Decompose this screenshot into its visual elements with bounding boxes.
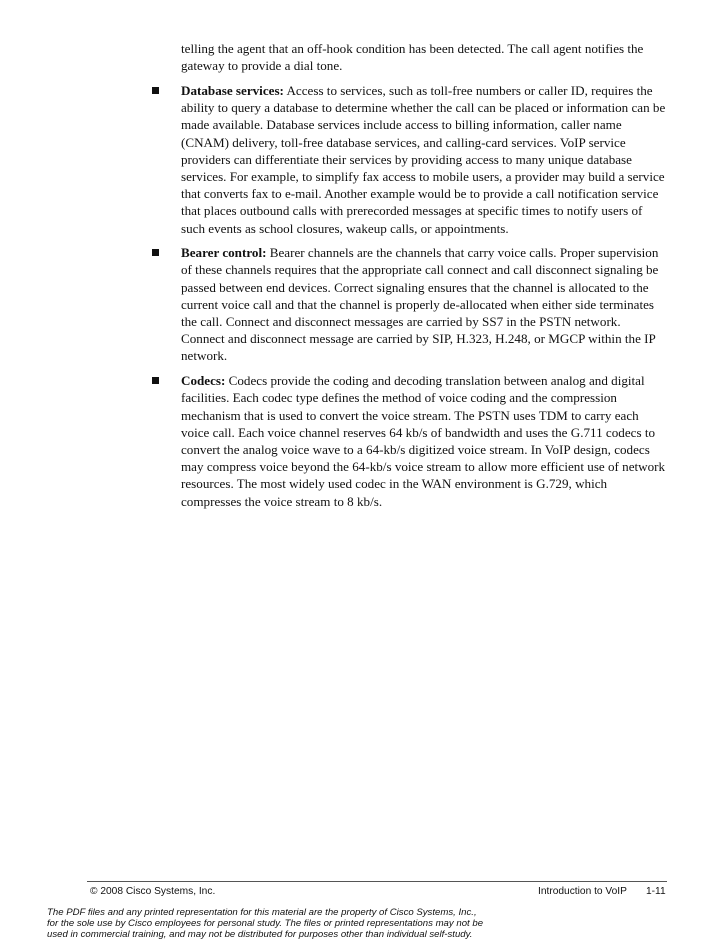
square-bullet-icon <box>152 87 159 94</box>
footer-copyright: © 2008 Cisco Systems, Inc. <box>90 886 216 897</box>
bullet-term: Bearer control: <box>181 245 267 261</box>
disclaimer-line: for the sole use by Cisco employees for personal study. The files or printed representations may not be <box>47 918 484 930</box>
disclaimer-line: The PDF files and any printed representation for this material are the property of Cisco Systems, Inc., <box>47 907 477 918</box>
bullet-term: Database services: <box>181 82 284 98</box>
bullet-text: Codecs provide the coding and decoding translation between analog and digital facilities. Each codec type defines the method of voice coding and the compression mechanism that is used to convert the voice stream. The PSTN uses TDM to carry each voice call. Each voice channel reserves 64 kb/s of bandwidth and uses the G.711 codecs to convert the analog voice wave to a 64-kb/s digitized voice stream. In VoIP design, codecs may compress voice beyond the 64-kb/s voice stream to allow more efficient use of network resources. The most widely used codec in the WAN environment is G.729, which compresses the voice stream to 8 kb/s. <box>181 373 666 509</box>
bullet-text: Bearer channels are the channels that carry voice calls. Proper supervision of these channels requires that the appropriate call connect and call disconnect signaling be passed between end devices. Correct signaling ensures that the channel is allocated to the current voice call and that the channel is properly de-allocated when either side terminates the call. Connect and disconnect messages are carried by SS7 in the PSTN network. Connect and disconnect message are carried by SIP, H.323, H.248, or MGCP within the IP network. <box>181 245 659 364</box>
bullet-database-services <box>150 82 666 237</box>
disclaimer-line: used in commercial training, and may not be distributed for purposes other than individual self-study. <box>47 929 473 941</box>
intro-paragraph: telling the agent that an off-hook condition has been detected. The call agent notifies the gateway to provide a dial tone. <box>181 41 644 74</box>
disclaimer <box>47 907 527 941</box>
footer-page-number: 1-11 <box>646 886 666 897</box>
footer-divider <box>87 881 667 882</box>
bullet-term: Codecs: <box>181 373 226 389</box>
bullet-codecs <box>150 372 666 510</box>
square-bullet-icon <box>152 249 159 256</box>
bullet-bearer-control <box>150 244 666 364</box>
square-bullet-icon <box>152 377 159 384</box>
document-body <box>150 40 666 510</box>
footer-course-title: Introduction to VoIP <box>538 886 627 897</box>
bullet-text: Access to services, such as toll-free numbers or caller ID, requires the ability to query a database to determine whether the call can be placed or information can be made available. Database services include access to billing information, caller name (CNAM) delivery, toll-free database services, and calling-card services. VoIP service providers can differentiate their services by providing access to many unique database services. For example, to simplify fax access to mobile users, a provider may build a service that converts fax to e-mail. Another example would be to provide a call notification service that places outbound calls with prerecorded messages at specific times to notify users of such events as school closures, wakeup calls, or appointments. <box>181 82 666 236</box>
